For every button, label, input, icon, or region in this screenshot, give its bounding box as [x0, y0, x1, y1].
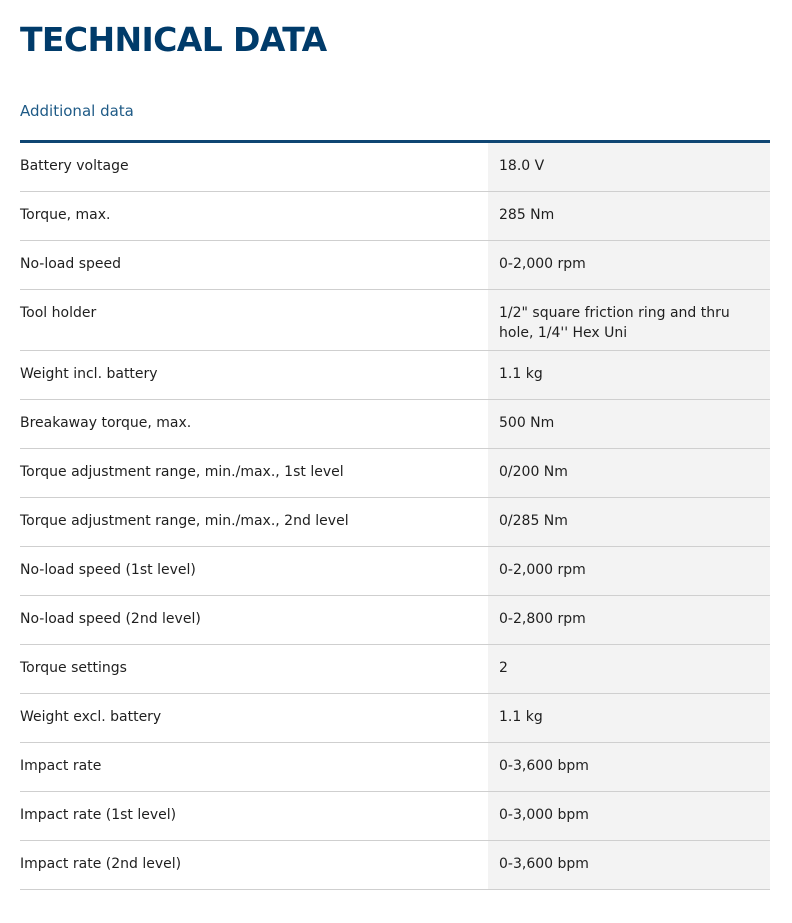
spec-value: 0-2,000 rpm: [488, 547, 770, 595]
spec-label: No-load speed: [20, 256, 122, 272]
spec-value: 0-3,600 bpm: [488, 743, 770, 791]
spec-value: 0/285 Nm: [488, 498, 770, 546]
table-row: [20, 596, 770, 645]
table-row: [20, 290, 770, 351]
page-title: TECHNICAL DATA: [20, 20, 327, 59]
spec-label: No-load speed (1st level): [20, 562, 196, 578]
table-row: [20, 449, 770, 498]
spec-label: Impact rate: [20, 758, 102, 774]
spec-value: 0-3,600 bpm: [488, 841, 770, 889]
spec-value: 285 Nm: [488, 192, 770, 240]
spec-table: [20, 140, 770, 890]
spec-label: Torque settings: [20, 660, 127, 676]
spec-value: 18.0 V: [488, 143, 770, 191]
spec-label: No-load speed (2nd level): [20, 611, 201, 627]
table-row: [20, 792, 770, 841]
spec-label: Weight incl. battery: [20, 366, 158, 382]
table-row: [20, 547, 770, 596]
spec-label: Torque, max.: [20, 207, 111, 223]
section-label: Additional data: [20, 102, 134, 120]
spec-label: Impact rate (2nd level): [20, 856, 182, 872]
table-row: [20, 400, 770, 449]
spec-label: Torque adjustment range, min./max., 1st level: [20, 464, 344, 480]
table-row: [20, 241, 770, 290]
spec-value: 1/2" square friction ring and thru hole, 1/4'' Hex Uni: [488, 290, 770, 350]
spec-value: 0-3,000 bpm: [488, 792, 770, 840]
spec-label: Weight excl. battery: [20, 709, 162, 725]
spec-label: Battery voltage: [20, 158, 129, 174]
spec-value: 2: [488, 645, 770, 693]
spec-value: 500 Nm: [488, 400, 770, 448]
table-row: [20, 351, 770, 400]
spec-value: 1.1 kg: [488, 694, 770, 742]
table-row: [20, 143, 770, 192]
table-row: [20, 645, 770, 694]
table-row: [20, 498, 770, 547]
spec-label: Torque adjustment range, min./max., 2nd level: [20, 513, 349, 529]
spec-value: 0-2,000 rpm: [488, 241, 770, 289]
spec-value: 1.1 kg: [488, 351, 770, 399]
table-row: [20, 841, 770, 890]
spec-label: Tool holder: [20, 305, 97, 321]
table-row: [20, 743, 770, 792]
table-row: [20, 192, 770, 241]
spec-value: 0/200 Nm: [488, 449, 770, 497]
table-row: [20, 694, 770, 743]
spec-label: Breakaway torque, max.: [20, 415, 192, 431]
spec-label: Impact rate (1st level): [20, 807, 177, 823]
spec-value: 0-2,800 rpm: [488, 596, 770, 644]
